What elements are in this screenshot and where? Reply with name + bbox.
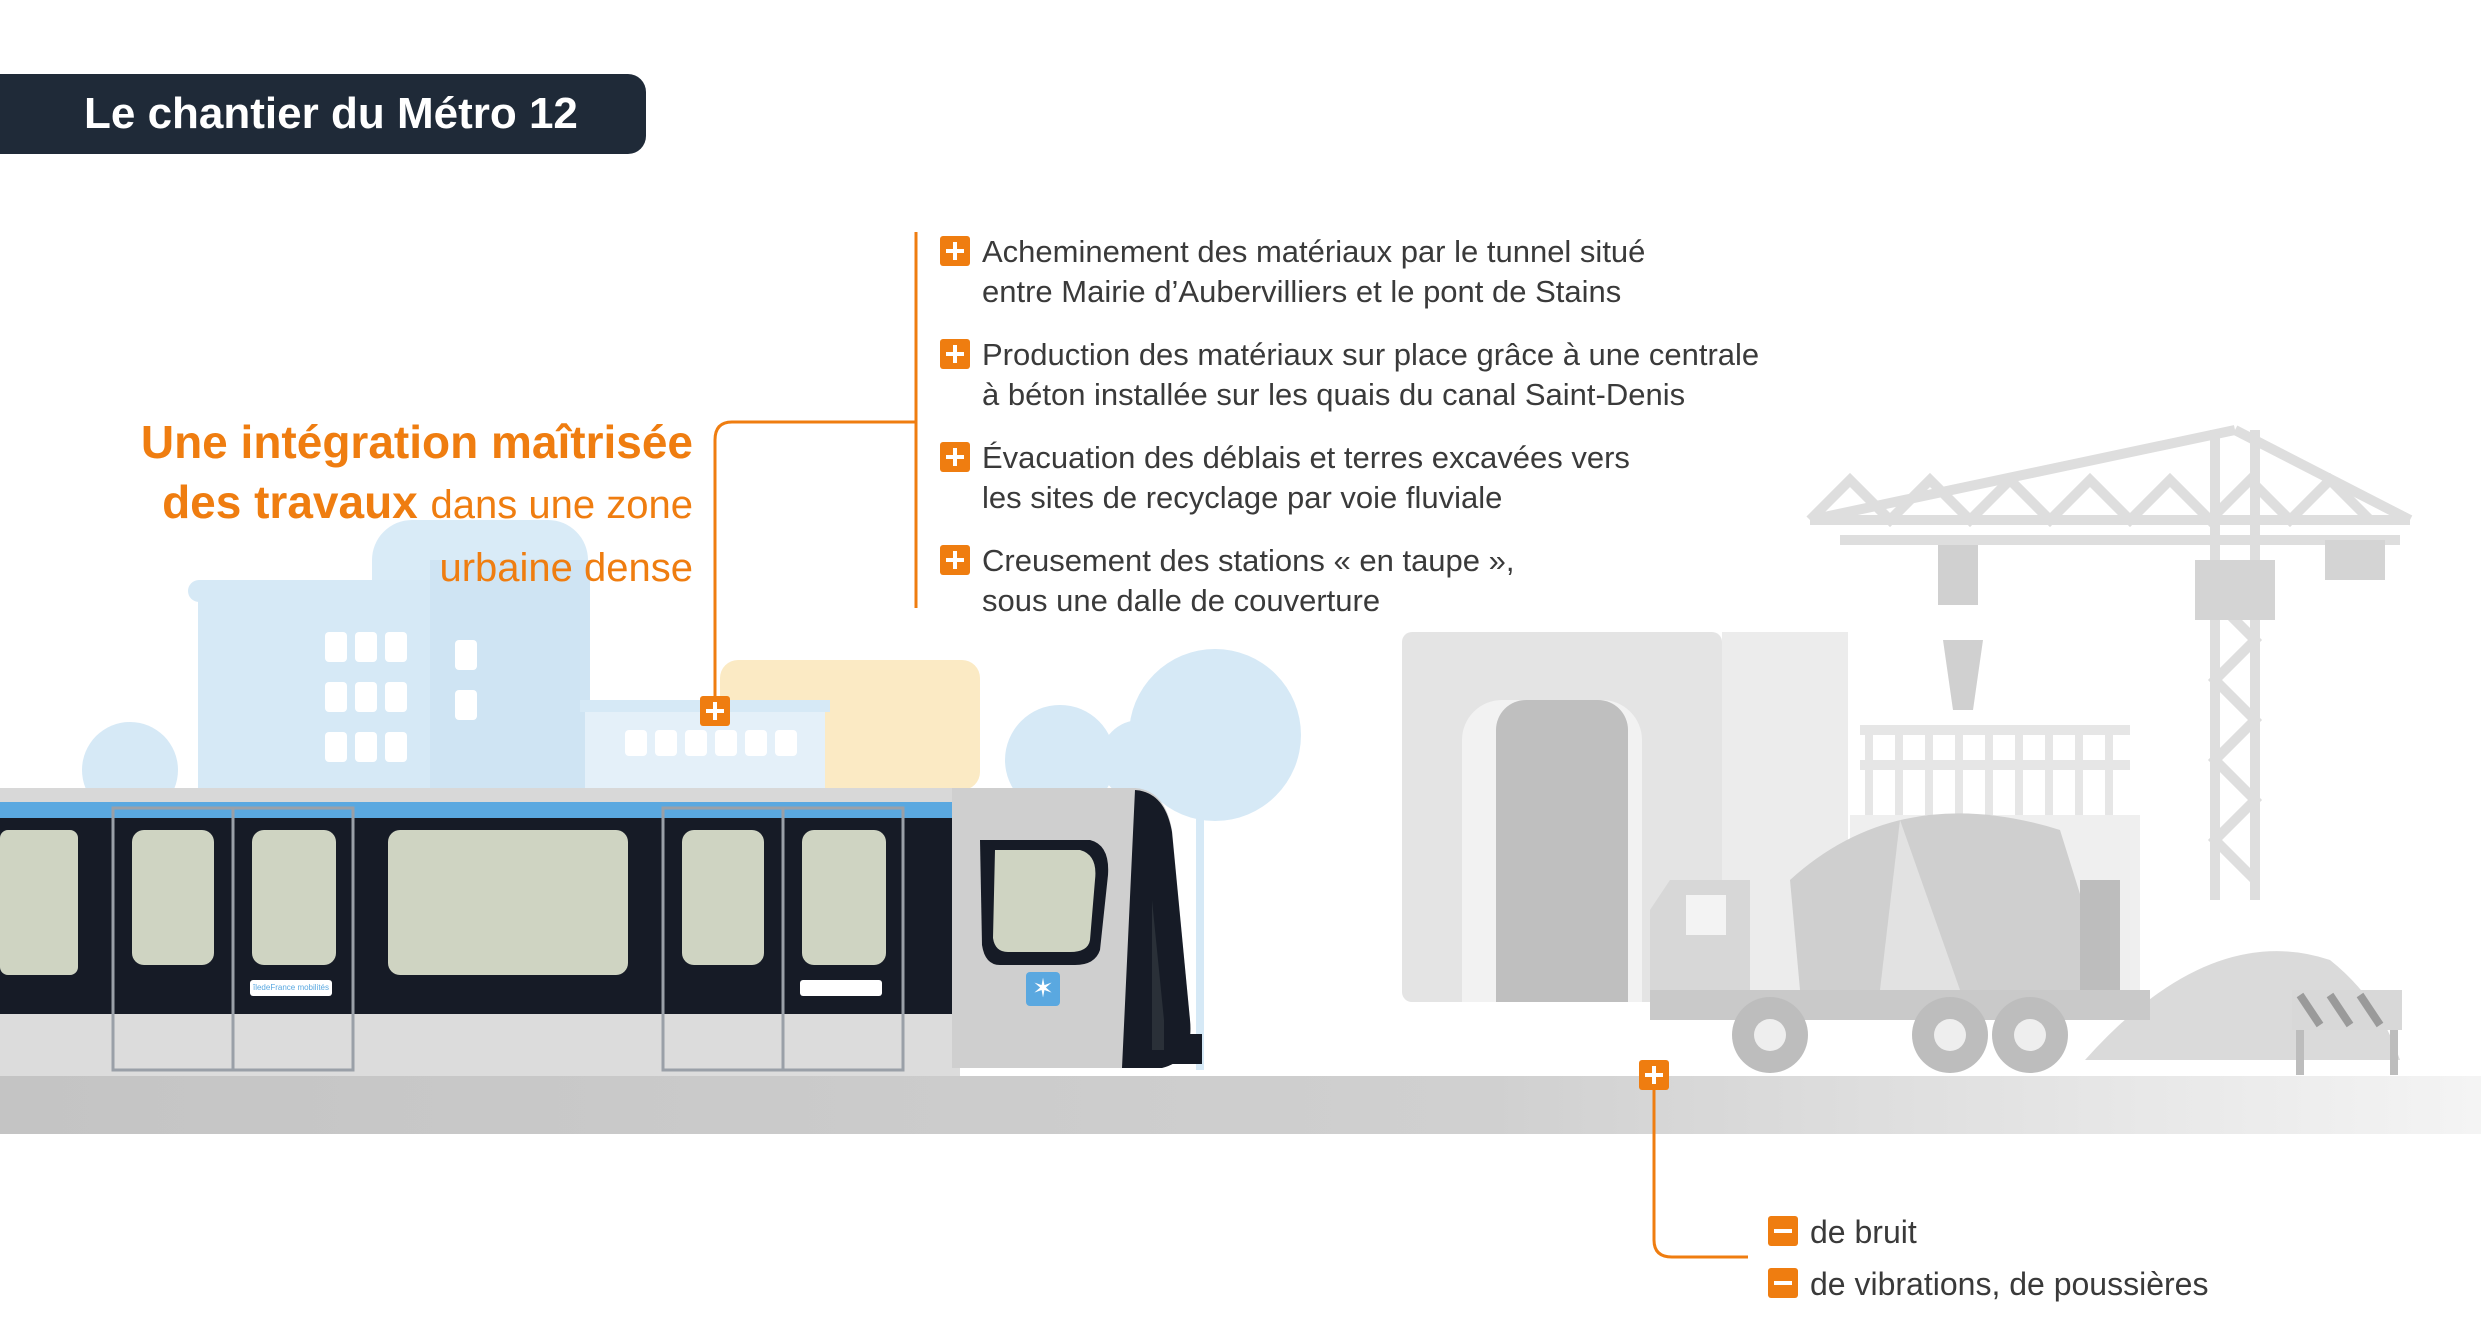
title-banner xyxy=(0,74,646,154)
plus-icon xyxy=(700,696,730,726)
headline xyxy=(141,412,693,598)
item-line: Production des matériaux sur place grâce à une centrale xyxy=(982,337,1760,372)
item-line: Creusement des stations « en taupe », xyxy=(982,543,1515,578)
page-title: Le chantier du Métro 12 xyxy=(84,89,578,138)
item-line: Acheminement des matériaux par le tunnel situé xyxy=(982,234,1646,269)
headline-line2-bold: des travaux xyxy=(162,476,418,528)
minus-icon xyxy=(1768,1216,1798,1246)
reduction-label: de bruit xyxy=(1810,1214,1917,1250)
construction-site xyxy=(1402,430,2410,1075)
item-line: les sites de recyclage par voie fluviale xyxy=(982,480,1503,515)
item-line: à béton installée sur les quais du canal Saint-Denis xyxy=(982,377,1686,412)
ground xyxy=(0,1076,2481,1134)
list-item xyxy=(1768,1212,1917,1252)
item-line: sous une dalle de couverture xyxy=(982,583,1381,618)
reduction-label: de vibrations, de poussières xyxy=(1810,1266,2209,1302)
minus-icon xyxy=(1768,1268,1798,1298)
list-item xyxy=(1768,1264,2208,1304)
plus-icon xyxy=(940,236,970,266)
metro-train xyxy=(0,788,1202,1076)
train-branding-logo: îledeFrance mobilités xyxy=(252,983,330,992)
headline-line2-rest: dans une zone xyxy=(430,483,693,527)
plus-icon xyxy=(940,339,970,369)
item-line: entre Mairie d’Aubervilliers et le pont de Stains xyxy=(982,274,1622,309)
headline-line3: urbaine dense xyxy=(439,546,693,590)
plus-icon xyxy=(1639,1060,1669,1090)
item-line: Évacuation des déblais et terres excavées vers xyxy=(982,440,1630,475)
list-item xyxy=(940,541,1840,621)
plus-icon xyxy=(940,545,970,575)
list-item xyxy=(940,335,1840,415)
list-item xyxy=(940,232,1840,312)
plus-icon xyxy=(940,442,970,472)
headline-line1: Une intégration maîtrisée xyxy=(140,416,693,468)
pedestrian-icon: ✶ xyxy=(1032,974,1054,1004)
list-item xyxy=(940,438,1840,518)
